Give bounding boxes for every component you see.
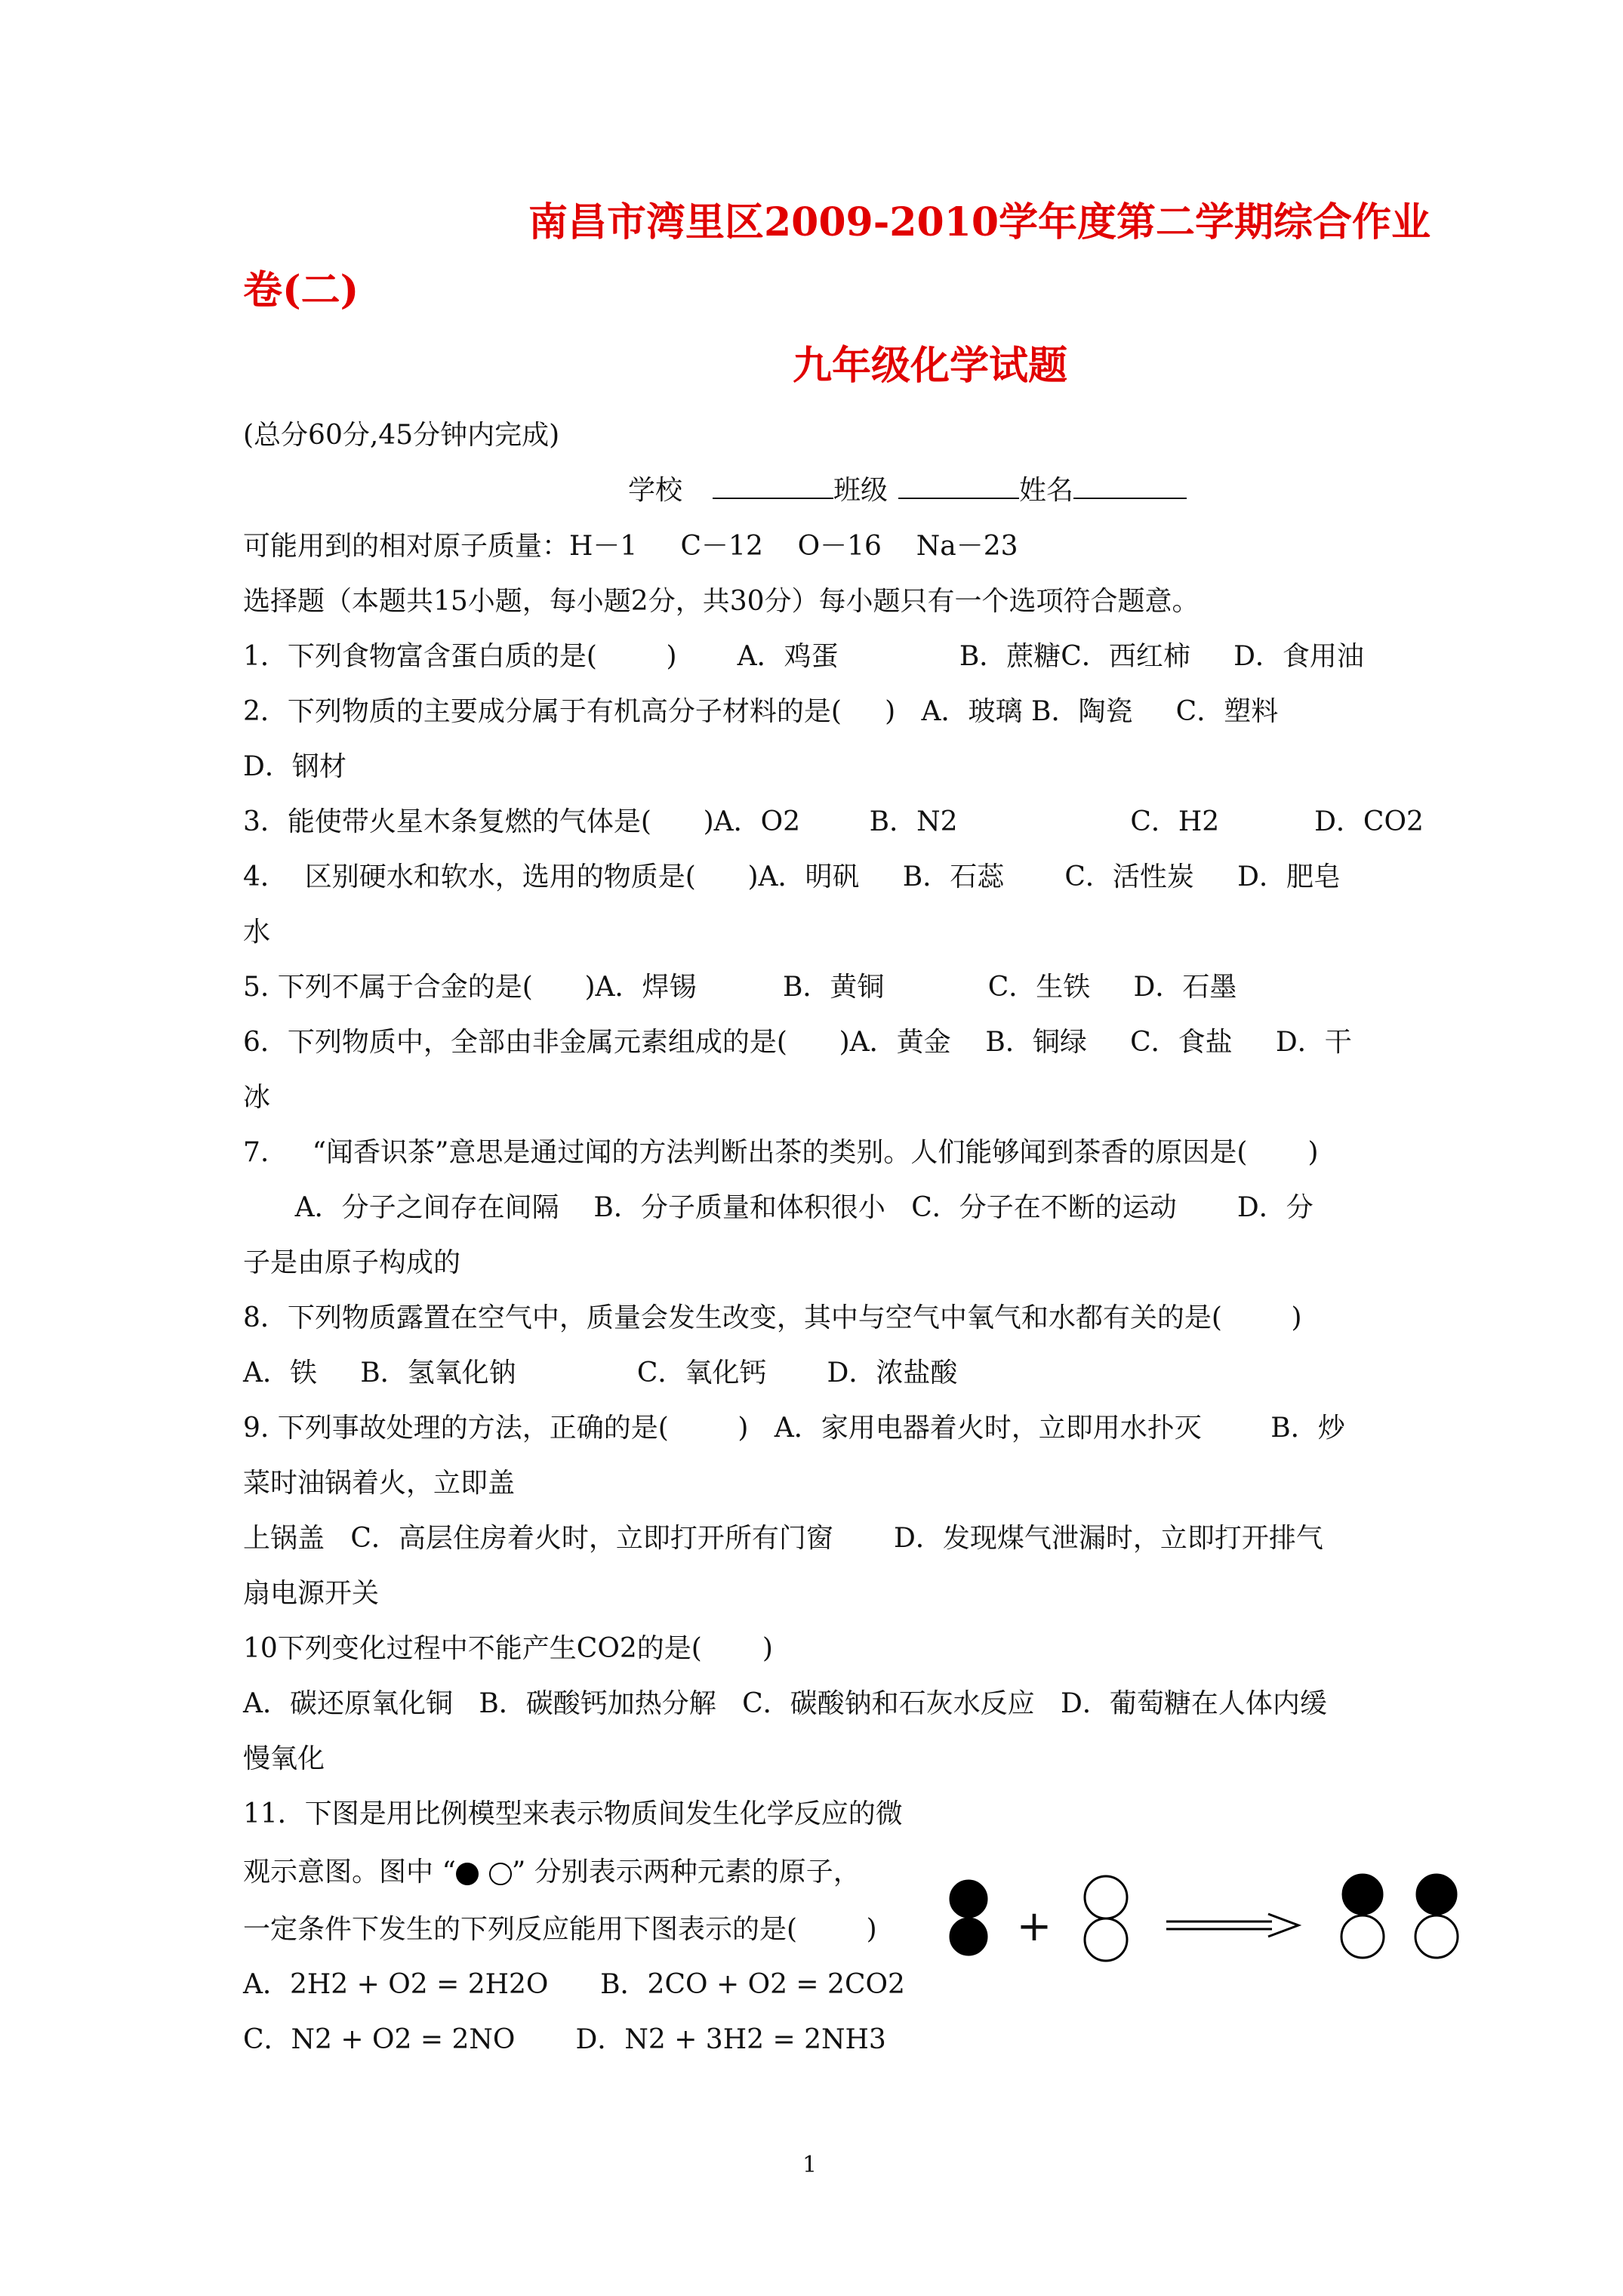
class-blank[interactable]	[898, 476, 1019, 499]
name-label: 姓名	[1019, 475, 1074, 506]
title-line-2: 卷(二)	[243, 267, 359, 313]
plus-sign: +	[1016, 1902, 1052, 1951]
q11-line-2	[243, 1856, 861, 1889]
q3-line-1: 3．能使带火星木条复燃的气体是( )A．O2 B．N2 C．H2 D．CO2	[243, 806, 1424, 837]
reaction-arrow	[1166, 1914, 1298, 1937]
q2-line-1: 2．下列物质的主要成分属于有机高分子材料的是( ) A．玻璃 B．陶瓷 C．塑料	[243, 696, 1279, 727]
school-blank[interactable]	[713, 476, 833, 499]
q11-option-cd: C．N2 + O2 = 2NO D．N2 + 3H2 = 2NH3	[243, 2024, 886, 2055]
q9-line-3: 上锅盖 C．高层住房着火时，立即打开所有门窗 D．发现煤气泄漏时，立即打开排气	[243, 1523, 1323, 1554]
white-atom-icon	[489, 1863, 512, 1885]
q11-legend-after: ” 分别表示两种元素的原子，	[511, 1857, 861, 1888]
section-intro: 选择题（本题共15小题，每小题2分，共30分）每小题只有一个选项符合题意。	[243, 586, 1200, 617]
q1-line-1: 1．下列食物富含蛋白质的是( ) A．鸡蛋 B．蔗糖C．西红柿 D．食用油	[243, 641, 1364, 672]
q11-option-ab: A．2H2 + O2 = 2H2O B．2CO + O2 = 2CO2	[243, 1969, 905, 2000]
q5-line-1: 5. 下列不属于合金的是( )A．焊锡 B．黄铜 C．生铁 D．石墨	[243, 972, 1237, 1003]
student-info-row	[628, 474, 1187, 507]
q10-line-2: A．碳还原氧化铜 B．碳酸钙加热分解 C．碳酸钠和石灰水反应 D．葡萄糖在人体内缓	[243, 1688, 1327, 1719]
q11-line-1: 11．下图是用比例模型来表示物质间发生化学反应的微	[243, 1798, 903, 1829]
q8-line-1: 8．下列物质露置在空气中，质量会发生改变，其中与空气中氧气和水都有关的是( )	[243, 1302, 1302, 1333]
q7-line-1: 7. “闻香识茶”意思是通过闻的方法判断出茶的类别。人们能够闻到茶香的原因是( )	[243, 1137, 1319, 1168]
reactant-black-atom-bottom	[950, 1918, 987, 1955]
reaction-diagram	[947, 1869, 1491, 1974]
page-number: 1	[802, 2152, 818, 2178]
q7-line-2: A．分子之间存在间隔 B．分子质量和体积很小 C．分子在不断的运动 D．分	[243, 1192, 1313, 1223]
q8-line-2: A．铁 B．氢氧化钠 C．氧化钙 D．浓盐酸	[243, 1358, 958, 1388]
subtitle: 九年级化学试题	[793, 343, 1068, 389]
q6-line-2: 冰	[243, 1082, 271, 1113]
title-line-1: 南昌市湾里区2009-2010学年度第二学期综合作业	[528, 199, 1431, 245]
school-label: 学校	[628, 475, 683, 506]
product1-white-atom	[1341, 1915, 1384, 1958]
q9-line-4: 扇电源开关	[243, 1578, 380, 1609]
score-info: (总分60分,45分钟内完成)	[243, 420, 560, 451]
q4-line-2: 水	[243, 917, 271, 948]
q10-line-3: 慢氧化	[243, 1743, 325, 1774]
q9-line-1: 9. 下列事故处理的方法，正确的是( ) A．家用电器着火时，立即用水扑灭 B．炒	[243, 1413, 1345, 1444]
reactant-white-atom-top	[1085, 1876, 1127, 1918]
q9-line-2: 菜时油锅着火，立即盖	[243, 1468, 516, 1499]
q11-line-3: 一定条件下发生的下列反应能用下图表示的是( )	[243, 1914, 877, 1945]
product2-black-atom	[1417, 1875, 1456, 1914]
q11-legend-before: 观示意图。图中 “	[243, 1857, 456, 1888]
product2-white-atom	[1415, 1915, 1458, 1958]
atomic-masses: 可能用到的相对原子质量：H－1 C－12 O－16 Na－23	[243, 531, 1018, 562]
q6-line-1: 6．下列物质中，全部由非金属元素组成的是( )A．黄金 B．铜绿 C．食盐 D．干	[243, 1027, 1352, 1058]
q10-line-1: 10下列变化过程中不能产生CO2的是( )	[243, 1633, 773, 1664]
class-label: 班级	[833, 475, 888, 506]
black-atom-icon	[456, 1863, 479, 1885]
q4-line-1: 4． 区别硬水和软水，选用的物质是( )A．明矾 B．石蕊 C．活性炭 D．肥皂	[243, 861, 1341, 892]
reactant-white-atom-bottom	[1085, 1918, 1127, 1961]
q2-line-2: D．钢材	[243, 751, 346, 782]
name-blank[interactable]	[1073, 476, 1187, 499]
product1-black-atom	[1343, 1875, 1382, 1914]
q7-line-3: 子是由原子构成的	[243, 1247, 461, 1278]
reactant-black-atom-top	[950, 1881, 987, 1917]
